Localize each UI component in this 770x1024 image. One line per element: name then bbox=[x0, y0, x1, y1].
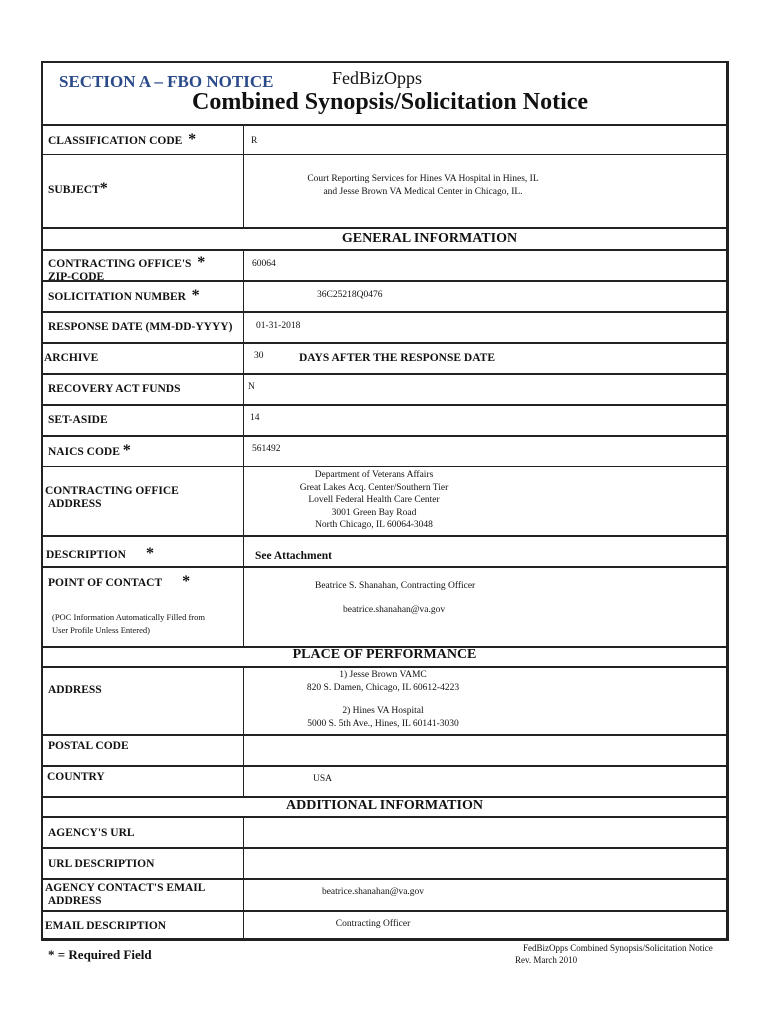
description-value: See Attachment bbox=[255, 550, 332, 562]
classification-value: R bbox=[251, 136, 258, 146]
recovery-row bbox=[43, 373, 726, 375]
country-row bbox=[43, 765, 726, 767]
response-date-label: RESPONSE DATE (MM-DD-YYYY) bbox=[48, 321, 233, 333]
country-value: USA bbox=[313, 774, 333, 784]
form-revision: FedBizOpps Combined Synopsis/Solicitation Notice Rev. March 2010 bbox=[515, 943, 713, 965]
required-field-note: * = Required Field bbox=[48, 947, 152, 962]
description-label: DESCRIPTION * bbox=[46, 545, 155, 562]
general-information-heading: GENERAL INFORMATION bbox=[341, 231, 518, 246]
column-divider bbox=[243, 249, 244, 646]
page-title: Combined Synopsis/Solicitation Notice bbox=[192, 89, 589, 115]
poc-email: beatrice.shanahan@va.gov bbox=[343, 605, 446, 615]
agency-email-label: AGENCY CONTACT'S EMAIL ADDRESS bbox=[45, 882, 206, 907]
fbo-brand: FedBizOpps bbox=[332, 68, 422, 88]
agency-url-label: AGENCY'S URL bbox=[48, 827, 135, 839]
agency-email-value: beatrice.shanahan@va.gov bbox=[321, 887, 425, 897]
poc-note: (POC Information Automatically Filled from User Profile Unless Entered) bbox=[52, 612, 205, 635]
address-label: ADDRESS bbox=[48, 684, 102, 696]
set-aside-label: SET-ASIDE bbox=[48, 414, 108, 426]
description-row bbox=[43, 535, 726, 537]
poc-label: POINT OF CONTACT * bbox=[48, 573, 191, 590]
zip-row bbox=[43, 249, 726, 251]
response-row bbox=[43, 311, 726, 313]
address-row bbox=[43, 666, 726, 668]
solicitation-label: SOLICITATION NUMBER * bbox=[48, 287, 200, 304]
solicitation-row bbox=[43, 280, 726, 282]
agency-url-row bbox=[43, 816, 726, 818]
archive-value: 30 bbox=[254, 351, 264, 361]
poc-row bbox=[43, 566, 726, 568]
naics-value: 561492 bbox=[252, 444, 281, 454]
additional-information-heading: ADDITIONAL INFORMATION bbox=[286, 798, 483, 813]
set-aside-row bbox=[43, 404, 726, 406]
naics-row bbox=[43, 435, 726, 437]
solicitation-value: 36C25218Q0476 bbox=[317, 290, 383, 300]
url-description-row bbox=[43, 847, 726, 849]
poc-name: Beatrice S. Shanahan, Contracting Officer bbox=[315, 581, 476, 591]
set-aside-value: 14 bbox=[250, 413, 260, 423]
classification-row bbox=[43, 124, 726, 126]
naics-label: NAICS CODE * bbox=[48, 442, 131, 459]
address-value: 1) Jesse Brown VAMC 820 S. Damen, Chicago, IL 60612-4223 2) Hines VA Hospital 5000 S. 5th Ave., Hines, IL 60141-3030 bbox=[306, 670, 460, 729]
archive-label: ARCHIVE bbox=[44, 352, 99, 364]
classification-label: CLASSIFICATION CODE * bbox=[48, 131, 197, 148]
archive-suffix: DAYS AFTER THE RESPONSE DATE bbox=[299, 352, 495, 364]
section-heading: SECTION A – FBO NOTICE bbox=[59, 72, 274, 91]
email-description-value: Contracting Officer bbox=[335, 919, 411, 929]
subject-value: Court Reporting Services for Hines VA Hospital in Hines, IL and Jesse Brown VA Medical Center in Chicago, IL. bbox=[307, 174, 539, 197]
general-heading-row bbox=[43, 227, 726, 229]
office-address-value: Department of Veterans Affairs Great Lakes Acq. Center/Southern Tier Lovell Federal Health Care Center 3001 Green Bay Road North Chicago, IL 60064-3048 bbox=[299, 470, 449, 530]
archive-row bbox=[43, 342, 726, 344]
zip-label: CONTRACTING OFFICE'S * ZIP-CODE bbox=[48, 254, 206, 283]
subject-label: SUBJECT* bbox=[48, 180, 108, 197]
response-date-value: 01-31-2018 bbox=[256, 321, 301, 331]
recovery-label: RECOVERY ACT FUNDS bbox=[48, 383, 181, 395]
email-description-row bbox=[43, 910, 726, 912]
office-address-row bbox=[43, 466, 726, 467]
office-address-label: CONTRACTING OFFICE ADDRESS bbox=[45, 485, 179, 510]
place-of-performance-heading: PLACE OF PERFORMANCE bbox=[292, 647, 477, 662]
recovery-value: N bbox=[248, 382, 255, 392]
subject-row bbox=[43, 154, 726, 155]
country-label: COUNTRY bbox=[47, 771, 105, 783]
fbo-notice-form bbox=[41, 61, 729, 941]
postal-code-label: POSTAL CODE bbox=[48, 740, 129, 752]
agency-email-row bbox=[43, 878, 726, 880]
postal-row bbox=[43, 734, 726, 736]
url-description-label: URL DESCRIPTION bbox=[48, 858, 155, 870]
email-description-label: EMAIL DESCRIPTION bbox=[45, 920, 167, 932]
zip-value: 60064 bbox=[252, 259, 276, 269]
